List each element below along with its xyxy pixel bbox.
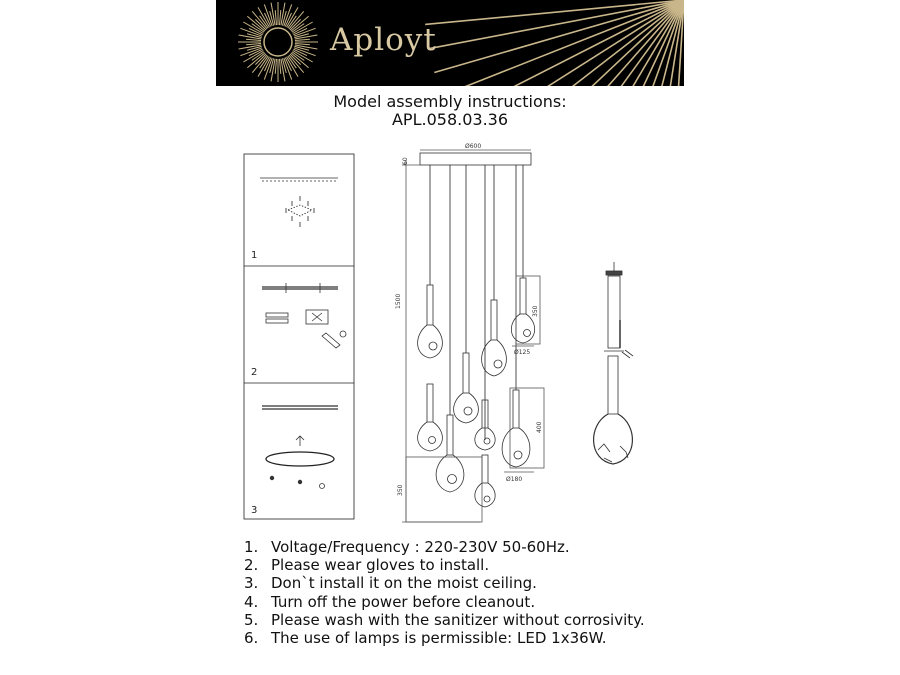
small-shade-diameter-label: Ø125 [514,349,531,356]
step-2-illustration [262,283,346,348]
step-1-illustration [260,178,338,227]
small-shade-height-label: 350 [532,305,539,317]
step-1-number: 1 [251,250,258,261]
steps-panel [244,154,354,519]
instruction-notes [244,538,645,647]
list-item: 4. Turn off the power before cleanout. [244,592,536,611]
drop-height-label: 1500 [395,293,402,309]
step-2-number: 2 [251,367,258,378]
model-number: APL.058.03.36 [391,110,509,129]
list-item: 6. The use of lamps is permissible: LED 1x36W. [244,629,607,648]
list-item: 5. Please wash with the sanitizer without corrosivity. [244,610,645,629]
canopy-height-label: 60 [402,157,409,165]
step-3-number: 3 [251,505,258,516]
fixture-elevation [395,143,544,522]
large-shade-diameter-label: Ø180 [506,476,523,483]
pendant-detail [594,262,633,464]
step-3-illustration [262,406,338,489]
list-item: 1. Voltage/Frequency : 220-230V 50-60Hz. [244,538,570,556]
list-item: 3. Don`t install it on the moist ceiling. [244,574,537,593]
large-shade-height-label: 400 [536,421,543,433]
canopy-diameter-label: Ø600 [465,143,482,150]
list-item: 2. Please wear gloves to install. [244,556,490,575]
bottom-shade-height-label: 350 [397,484,404,496]
brand-name: Aployt [330,22,437,58]
page-title: Model assembly instructions: [333,92,567,111]
